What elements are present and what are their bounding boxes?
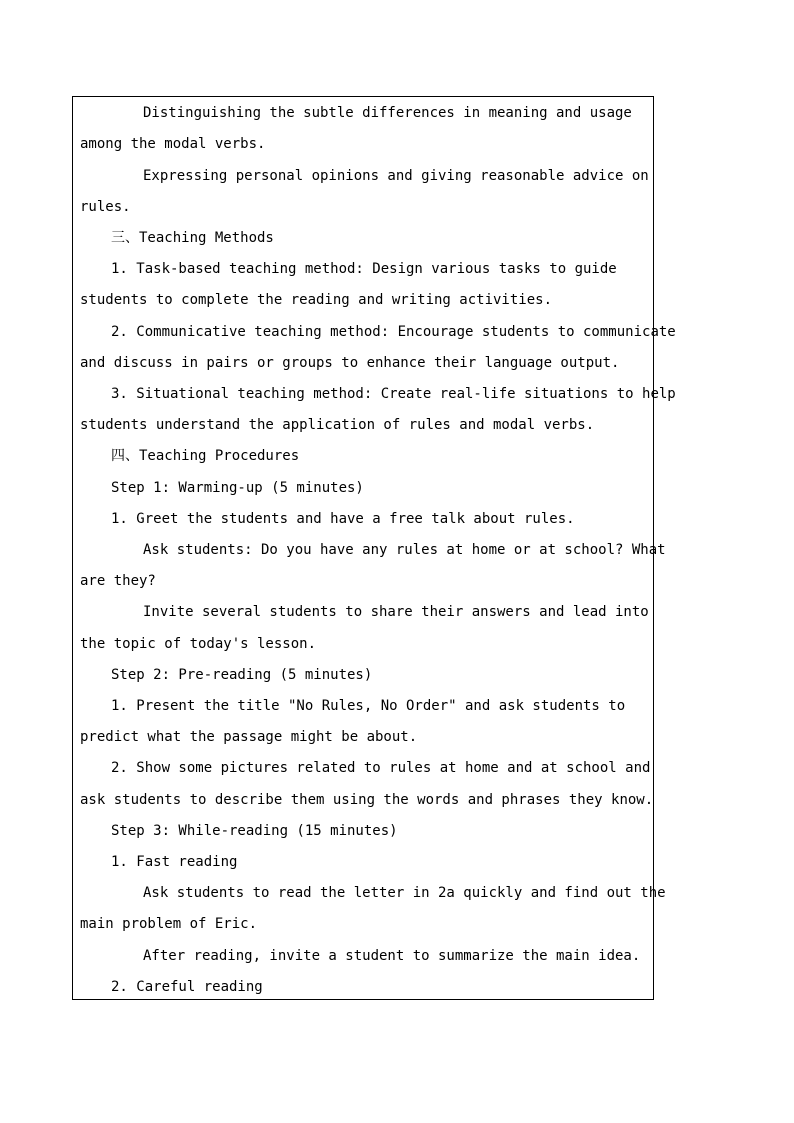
step-heading: Step 2: Pre-reading (5 minutes) bbox=[111, 667, 373, 683]
section-heading: 四、Teaching Procedures bbox=[111, 448, 300, 464]
text-line: students to complete the reading and writing activities. bbox=[80, 292, 553, 308]
text-line: students understand the application of rules and modal verbs. bbox=[80, 417, 595, 433]
text-line: among the modal verbs. bbox=[80, 136, 266, 152]
text-line: 1. Fast reading bbox=[111, 854, 238, 870]
text-line: After reading, invite a student to summarize the main idea. bbox=[143, 948, 641, 964]
text-line: Expressing personal opinions and giving reasonable advice on bbox=[143, 168, 649, 184]
text-line: the topic of today's lesson. bbox=[80, 636, 317, 652]
text-line: main problem of Eric. bbox=[80, 916, 258, 932]
step-heading: Step 3: While-reading (15 minutes) bbox=[111, 823, 398, 839]
text-line: 3. Situational teaching method: Create real-life situations to help bbox=[111, 386, 676, 402]
text-line: ask students to describe them using the words and phrases they know. bbox=[80, 792, 654, 808]
text-line: Ask students: Do you have any rules at home or at school? What bbox=[143, 542, 666, 558]
text-line: 2. Communicative teaching method: Encourage students to communicate bbox=[111, 324, 676, 340]
text-line: 2. Careful reading bbox=[111, 979, 263, 995]
text-line: 1. Greet the students and have a free talk about rules. bbox=[111, 511, 575, 527]
text-line: 1. Present the title "No Rules, No Order" and ask students to bbox=[111, 698, 626, 714]
text-line: predict what the passage might be about. bbox=[80, 729, 418, 745]
section-heading: 三、Teaching Methods bbox=[111, 230, 274, 246]
text-line: are they? bbox=[80, 573, 156, 589]
text-line: 2. Show some pictures related to rules at home and at school and bbox=[111, 760, 651, 776]
text-line: Ask students to read the letter in 2a quickly and find out the bbox=[143, 885, 666, 901]
step-heading: Step 1: Warming-up (5 minutes) bbox=[111, 480, 364, 496]
text-line: and discuss in pairs or groups to enhance their language output. bbox=[80, 355, 620, 371]
text-line: Distinguishing the subtle differences in meaning and usage bbox=[143, 105, 632, 121]
text-line: 1. Task-based teaching method: Design various tasks to guide bbox=[111, 261, 617, 277]
text-line: Invite several students to share their answers and lead into bbox=[143, 604, 649, 620]
text-line: rules. bbox=[80, 199, 131, 215]
